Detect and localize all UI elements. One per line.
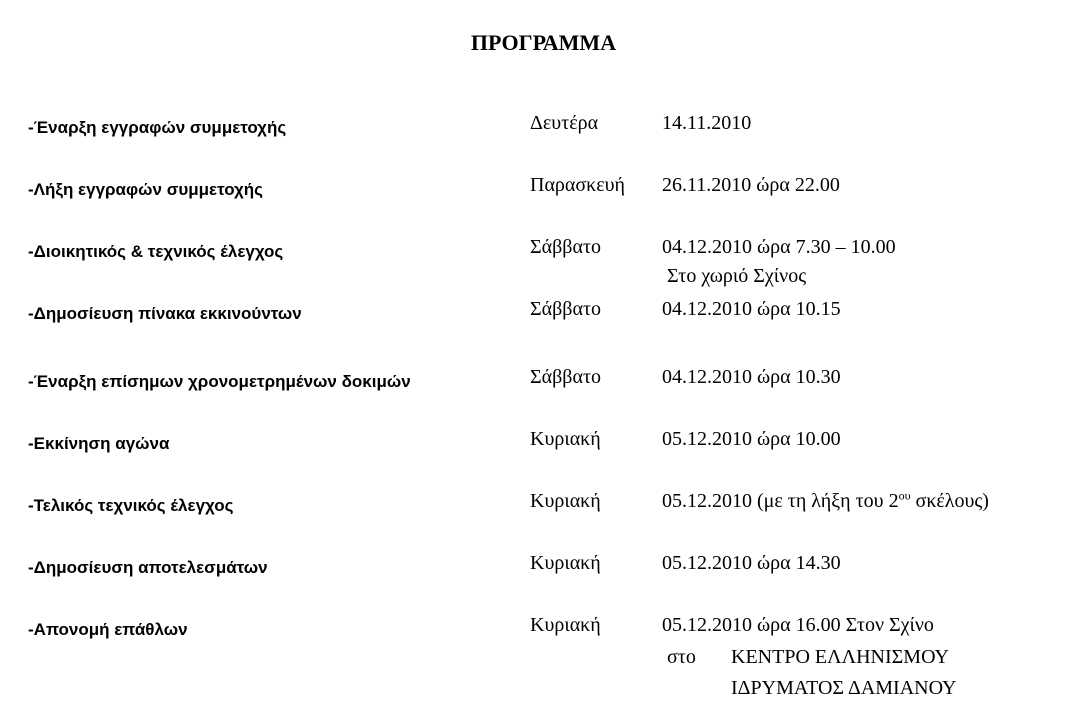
schedule-row	[0, 552, 1087, 592]
event-label: -Λήξη εγγραφών συμμετοχής	[28, 180, 263, 199]
event-datetime: 05.12.2010 ώρα 10.00	[662, 428, 841, 450]
event-day: Κυριακή	[530, 428, 601, 450]
event-label: -Απονομή επάθλων	[28, 620, 188, 639]
page-title: ΠΡΟΓΡΑΜΜΑ	[470, 30, 617, 55]
event-day: Σάββατο	[530, 236, 601, 258]
event-datetime: 04.12.2010 ώρα 10.30	[662, 366, 841, 388]
event-label: -Δημοσίευση πίνακα εκκινούντων	[28, 304, 302, 323]
event-datetime	[662, 490, 989, 513]
schedule-row	[0, 236, 1087, 276]
event-datetime: 26.11.2010 ώρα 22.00	[662, 174, 840, 196]
event-datetime: 05.12.2010 ώρα 14.30	[662, 552, 841, 574]
event-label: -Δημοσίευση αποτελεσμάτων	[28, 558, 268, 577]
event-datetime: 04.12.2010 ώρα 10.15	[662, 298, 841, 320]
event-datetime: 14.11.2010	[662, 112, 752, 134]
event-day: Παρασκευή	[530, 174, 625, 196]
ordinal-suffix: ου	[898, 488, 911, 503]
event-day: Κυριακή	[530, 490, 601, 512]
event-location-note: Στο χωριό Σχίνος	[667, 265, 807, 287]
event-day: Κυριακή	[530, 614, 601, 636]
event-day: Δευτέρα	[530, 112, 599, 134]
event-label: -Εκκίνηση αγώνα	[28, 434, 170, 453]
event-label: -Διοικητικός & τεχνικός έλεγχος	[28, 242, 284, 261]
schedule-row	[0, 428, 1087, 468]
schedule-row	[0, 298, 1087, 338]
event-day: Κυριακή	[530, 552, 601, 574]
event-datetime-tail: σκέλους)	[910, 490, 989, 512]
event-datetime: 04.12.2010 ώρα 7.30 – 10.00	[662, 236, 896, 258]
venue-name-line2: ΙΔΡΥΜΑΤΟΣ ΔΑΜΙΑΝΟΥ	[731, 677, 957, 699]
event-datetime-main: 05.12.2010 (με τη λήξη του 2	[662, 490, 899, 512]
schedule-row	[0, 490, 1087, 530]
venue-prefix: στο	[667, 646, 696, 668]
schedule-row	[0, 112, 1087, 152]
event-day: Σάββατο	[530, 366, 601, 388]
venue-name-line1: ΚΕΝΤΡΟ ΕΛΛΗΝΙΣΜΟΥ	[731, 646, 949, 668]
schedule-row	[0, 366, 1087, 406]
event-day: Σάββατο	[530, 298, 601, 320]
event-label: -Τελικός τεχνικός έλεγχος	[28, 496, 234, 515]
schedule-row	[0, 174, 1087, 214]
event-label: -Έναρξη επίσημων χρονομετρημένων δοκιμών	[28, 372, 411, 391]
event-label: -Έναρξη εγγραφών συμμετοχής	[28, 118, 287, 137]
event-datetime: 05.12.2010 ώρα 16.00 Στον Σχίνο	[662, 614, 934, 636]
